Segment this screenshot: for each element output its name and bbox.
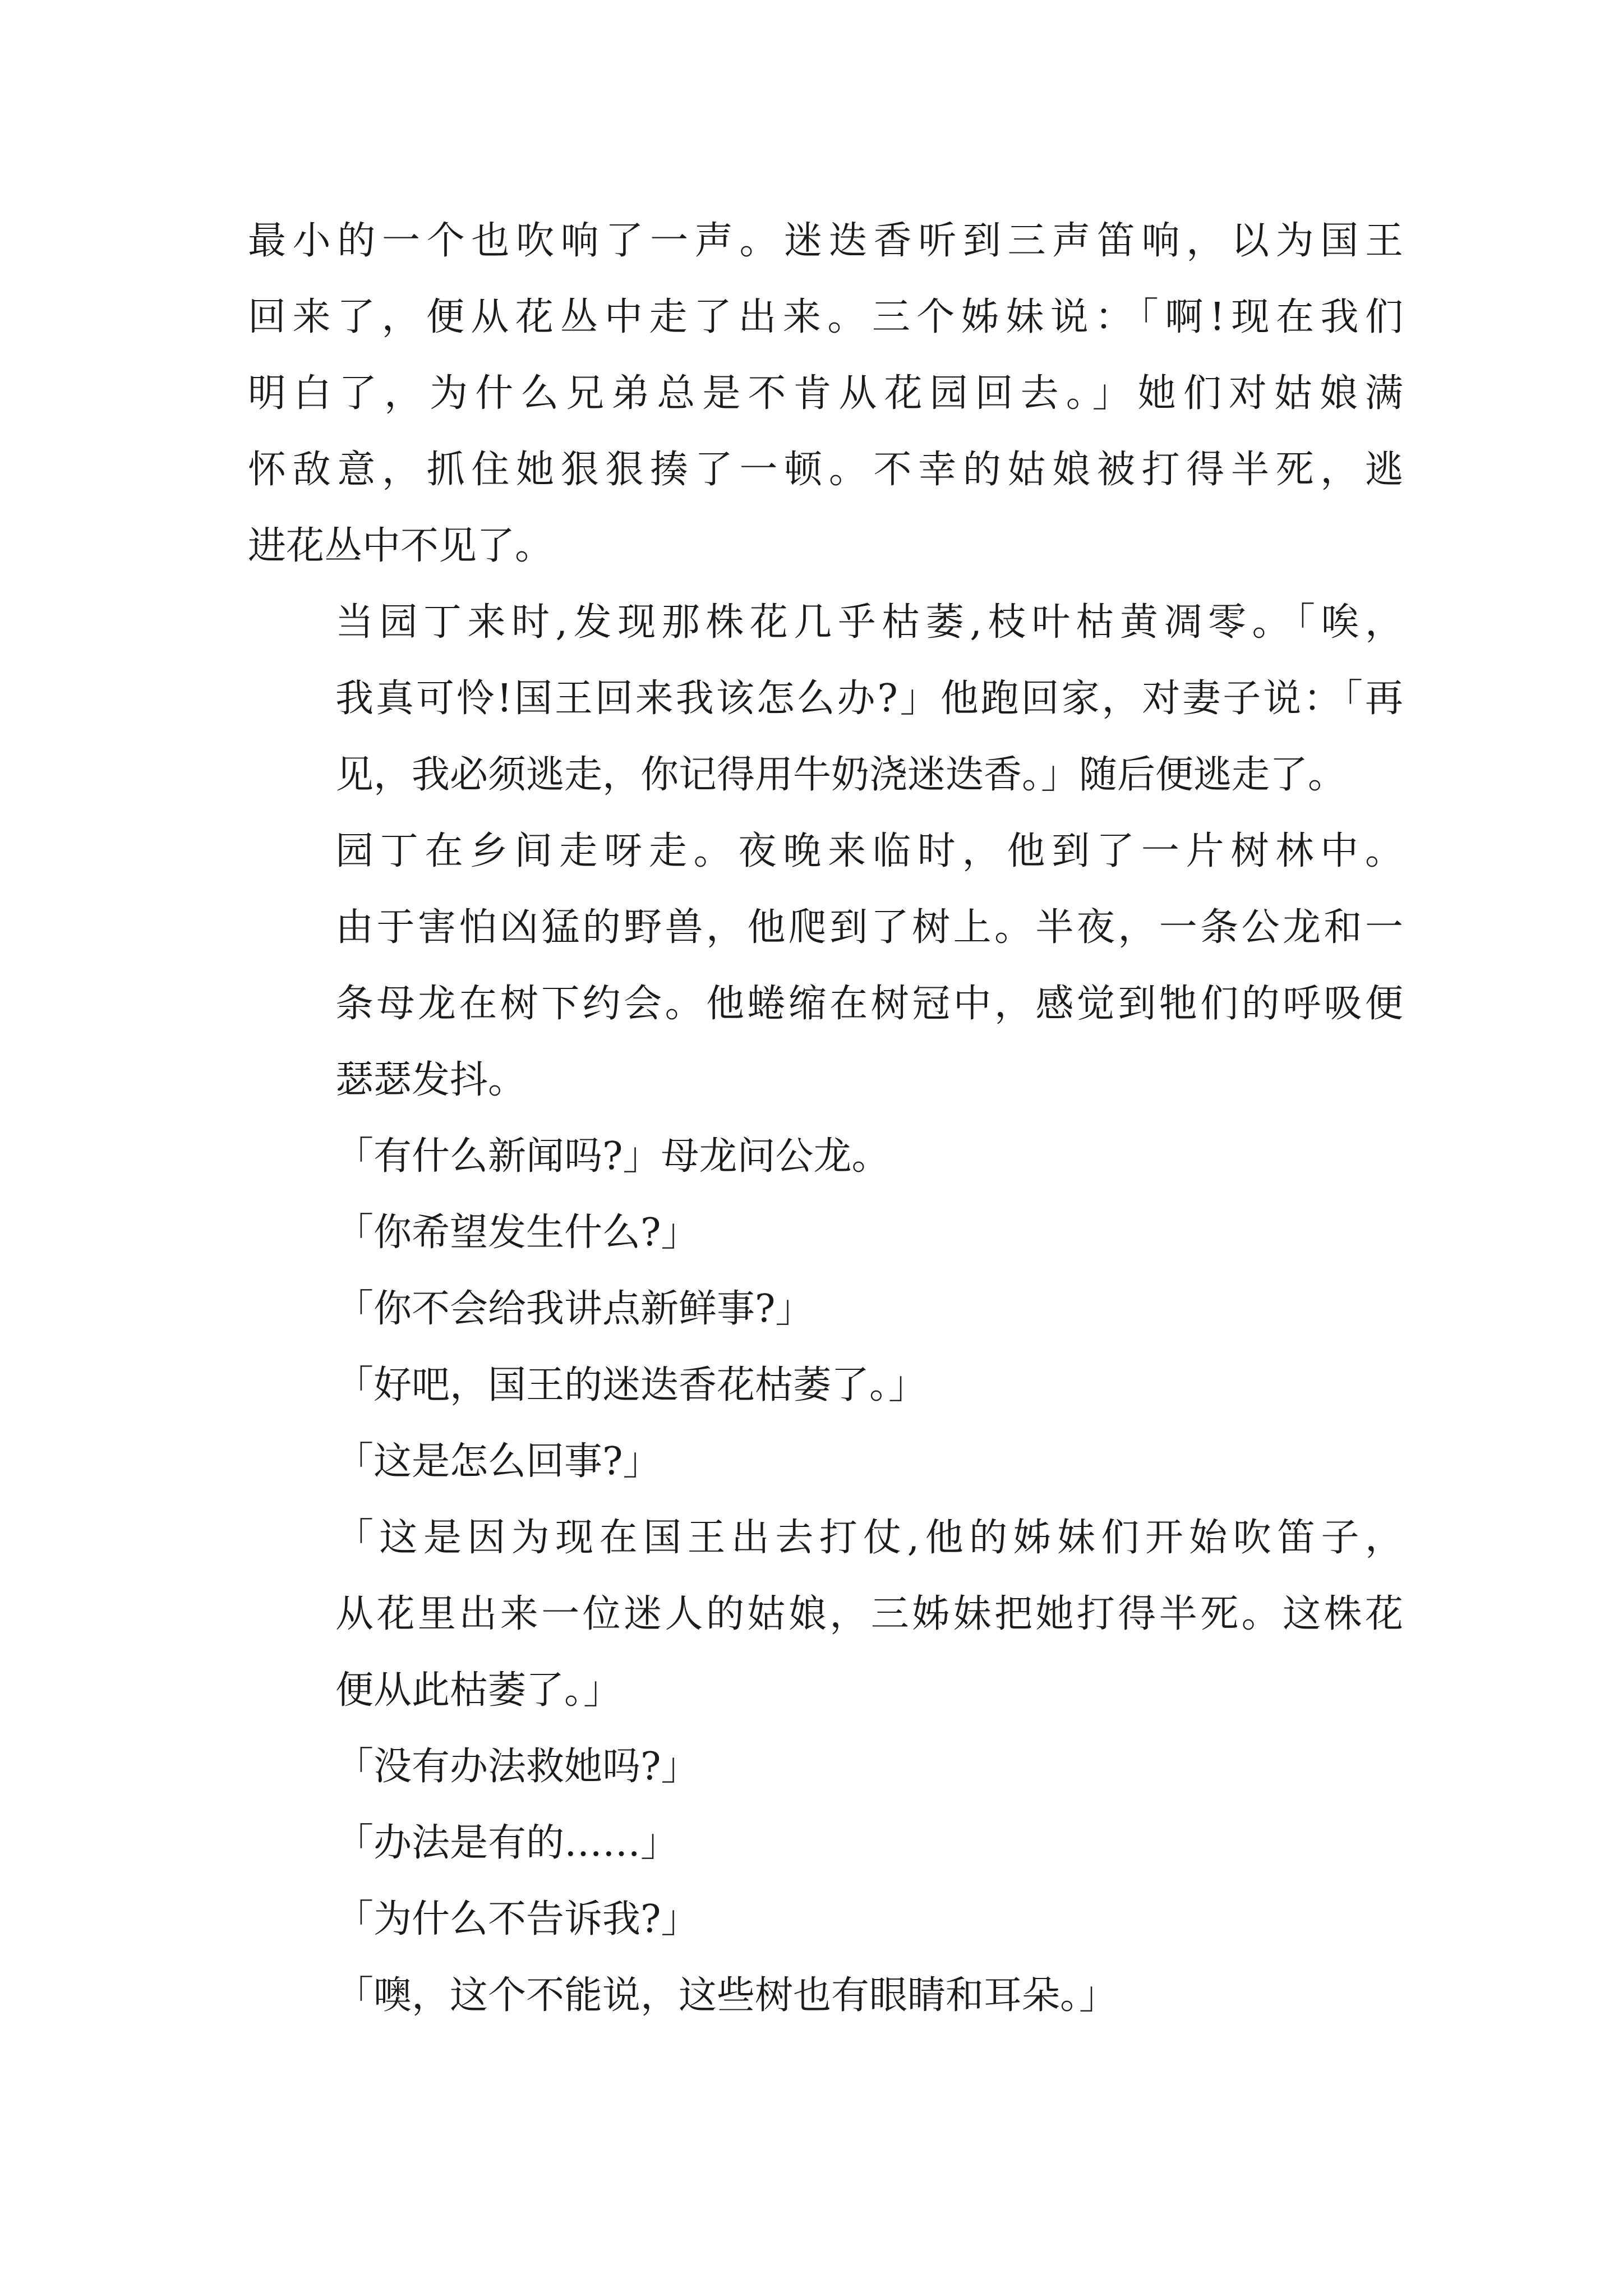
text-line: 「噢，这个不能说，这些树也有眼睛和耳朵。」 (335, 1973, 1118, 2018)
dialogue-line (248, 1729, 1403, 1805)
dialogue-line (248, 1347, 1403, 1424)
text-line: 明白了，为什么兄弟总是不肯从花园回去。」她们对姑娘满 (248, 371, 1403, 416)
text-line: 条母龙在树下约会。他蜷缩在树冠中，感觉到牠们的呼吸便 (335, 982, 1403, 1026)
text-line: 「办法是有的……」 (335, 1821, 679, 1865)
text-line: 见，我必须逃走，你记得用牛奶浇迷迭香。」随后便逃走了。 (335, 753, 1347, 797)
text-line: 我真可怜!国王回来我该怎么办?」他跑回家，对妻子说：「再 (335, 677, 1403, 721)
text-line: 「没有办法救她吗?」 (335, 1745, 699, 1789)
text-line: 由于害怕凶猛的野兽，他爬到了树上。半夜，一条公龙和一 (335, 905, 1403, 950)
paragraph (248, 203, 1403, 585)
text-line: 「有什么新闻吗?」母龙问公龙。 (335, 1134, 890, 1179)
text-line: 「这是怎么回事?」 (335, 1439, 661, 1484)
text-line: 瑟瑟发抖。 (335, 1058, 527, 1102)
text-line: 从花里出来一位迷人的姑娘，三姊妹把她打得半死。这株花 (335, 1592, 1403, 1636)
dialogue-line (248, 1271, 1403, 1347)
dialogue-line (248, 1424, 1403, 1500)
text-line: 「这是因为现在国王出去打仗,他的姊妹们开始吹笛子， (335, 1516, 1403, 1560)
text-line: 怀敌意，抓住她狠狠揍了一顿。不幸的姑娘被打得半死，逃 (248, 448, 1403, 492)
dialogue-line (248, 1119, 1403, 1195)
paragraph (248, 813, 1403, 1119)
text-line: 回来了，便从花丛中走了出来。三个姊妹说：「啊!现在我们 (248, 295, 1403, 339)
dialogue-paragraph (248, 1500, 1403, 1729)
text-line: 「你不会给我讲点新鲜事?」 (335, 1287, 814, 1331)
dialogue-line (248, 1805, 1403, 1881)
text-line: 「你希望发生什么?」 (335, 1211, 699, 1255)
text-line: 便从此枯萎了。」 (335, 1668, 622, 1713)
text-line: 「为什么不告诉我?」 (335, 1897, 699, 1941)
dialogue-line (248, 1958, 1403, 2034)
paragraph (248, 585, 1403, 813)
text-line: 进花丛中不见了。 (248, 524, 554, 568)
dialogue-line (248, 1195, 1403, 1271)
dialogue-line (248, 1881, 1403, 1958)
document-body (248, 203, 1403, 2034)
text-line: 最小的一个也吹响了一声。迷迭香听到三声笛响，以为国王 (248, 219, 1403, 263)
text-line: 「好吧，国王的迷迭香花枯萎了。」 (335, 1363, 927, 1407)
text-line: 园丁在乡间走呀走。夜晚来临时，他到了一片树林中。 (335, 829, 1403, 873)
text-line: 当园丁来时,发现那株花几乎枯萎,枝叶枯黄凋零。「唉， (335, 600, 1403, 645)
